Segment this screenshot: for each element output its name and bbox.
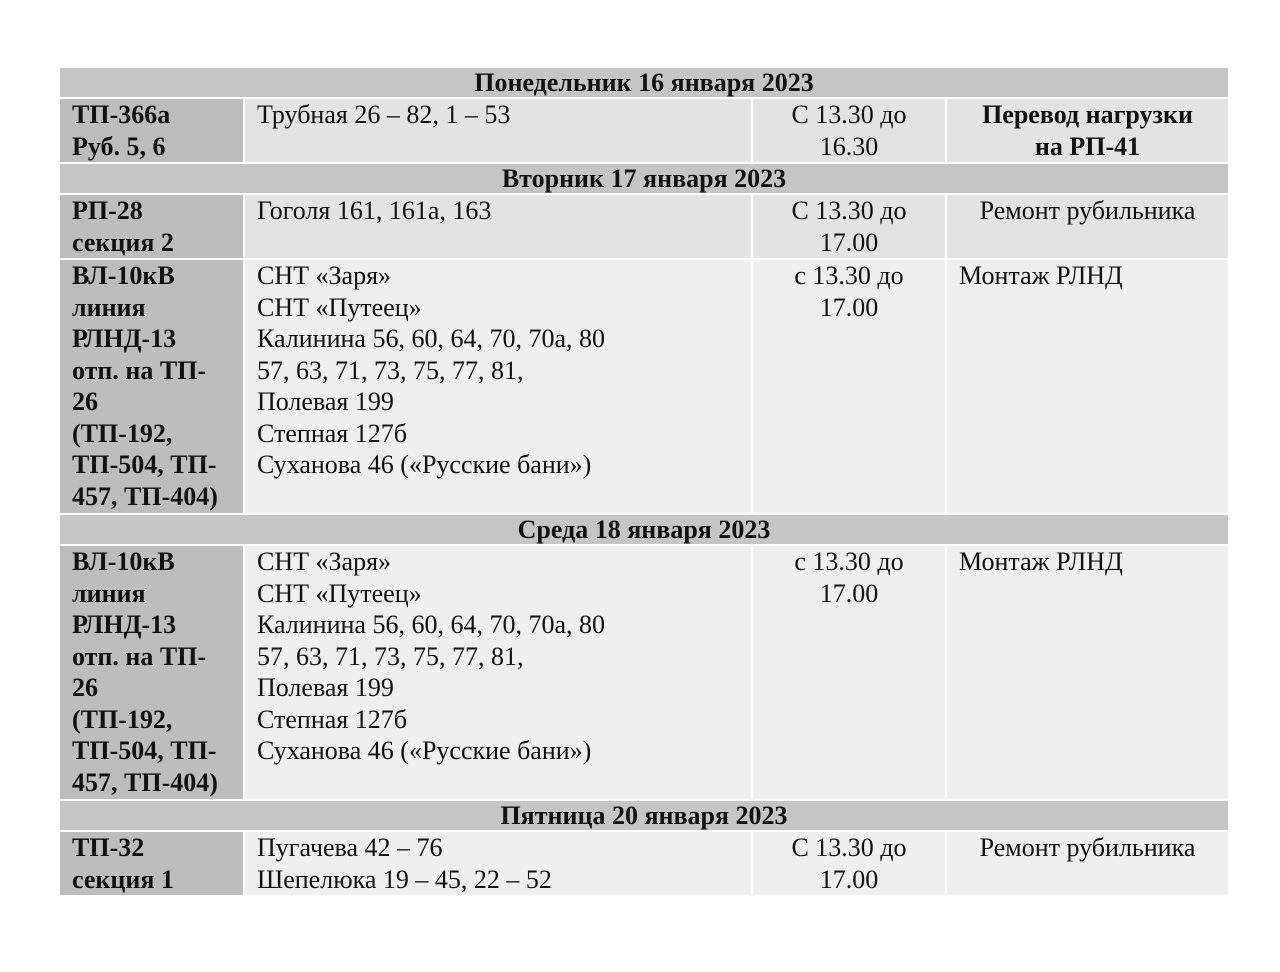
object-line: ВЛ-10кВ <box>72 261 175 290</box>
work-cell <box>946 831 1229 896</box>
object-line: отп. на ТП- <box>72 355 207 385</box>
object-line: ТП-32 <box>72 833 145 862</box>
address-line: Суханова 46 («Русские бани») <box>257 736 592 765</box>
time-cell <box>752 259 946 514</box>
address-line: Пугачева 42 – 76 <box>257 833 443 862</box>
time-line: С 13.30 до <box>791 100 907 129</box>
object-cell <box>59 194 244 259</box>
work-cell <box>946 259 1229 514</box>
outage-row <box>59 98 1229 163</box>
time-line: С 13.30 до <box>791 196 907 225</box>
day-header-row <box>59 800 1229 831</box>
outage-row <box>59 831 1229 896</box>
outage-row <box>59 194 1229 259</box>
day-header: Понедельник 16 января 2023 <box>59 67 1229 98</box>
work-line: Монтаж РЛНД <box>959 261 1123 290</box>
time-line: 16.30 <box>819 131 879 161</box>
object-line: РЛНД-13 <box>72 610 177 639</box>
object-line: ТП-366а <box>72 100 171 129</box>
time-cell <box>752 98 946 163</box>
time-line: 17.00 <box>819 578 879 608</box>
time-line: С 13.30 до <box>791 833 907 862</box>
object-cell <box>59 259 244 514</box>
object-line: (ТП-192, <box>72 704 173 734</box>
time-cell <box>752 194 946 259</box>
address-line: Калинина 56, 60, 64, 70, 70а, 80 <box>257 610 605 639</box>
object-line: ТП-504, ТП- <box>72 736 217 765</box>
address-cell <box>244 194 752 259</box>
object-line: (ТП-192, <box>72 418 173 448</box>
day-header: Среда 18 января 2023 <box>59 514 1229 545</box>
time-line: 17.00 <box>819 227 879 257</box>
address-line: СНТ «Заря» <box>257 261 392 290</box>
work-line: Монтаж РЛНД <box>959 547 1123 576</box>
object-line: РП-28 <box>72 196 143 225</box>
address-line: Калинина 56, 60, 64, 70, 70а, 80 <box>257 324 605 353</box>
work-cell <box>946 98 1229 163</box>
work-line: Перевод нагрузки <box>982 100 1193 129</box>
day-header: Вторник 17 января 2023 <box>59 163 1229 194</box>
work-line: на РП-41 <box>1034 131 1141 161</box>
time-line: 17.00 <box>819 864 879 894</box>
address-line: Шепелюка 19 – 45, 22 – 52 <box>257 864 552 894</box>
address-cell <box>244 259 752 514</box>
address-line: Степная 127б <box>257 418 407 448</box>
address-line: СНТ «Заря» <box>257 547 392 576</box>
address-line: Трубная 26 – 82, 1 – 53 <box>257 100 511 129</box>
object-line: ВЛ-10кВ <box>72 547 175 576</box>
time-cell <box>752 545 946 800</box>
address-line: Суханова 46 («Русские бани») <box>257 450 592 479</box>
object-cell <box>59 98 244 163</box>
address-line: СНТ «Путеец» <box>257 578 422 608</box>
work-line: Ремонт рубильника <box>979 833 1196 862</box>
object-line: линия <box>72 292 146 322</box>
address-line: Полевая 199 <box>257 387 394 416</box>
object-line: 457, ТП-404) <box>72 767 218 797</box>
object-line: отп. на ТП- <box>72 641 207 671</box>
object-line: 457, ТП-404) <box>72 481 218 511</box>
object-line: 26 <box>72 387 98 416</box>
day-header-row <box>59 514 1229 545</box>
outage-row <box>59 259 1229 514</box>
time-cell <box>752 831 946 896</box>
object-line: 26 <box>72 673 98 702</box>
address-line: 57, 63, 71, 73, 75, 77, 81, <box>257 641 524 671</box>
object-line: РЛНД-13 <box>72 324 177 353</box>
outage-schedule-table <box>58 66 1230 897</box>
outage-row <box>59 545 1229 800</box>
day-header-row <box>59 163 1229 194</box>
address-cell <box>244 831 752 896</box>
time-line: 17.00 <box>819 292 879 322</box>
object-line: линия <box>72 578 146 608</box>
object-cell <box>59 831 244 896</box>
object-line: секция 2 <box>72 227 174 257</box>
address-line: Полевая 199 <box>257 673 394 702</box>
time-line: с 13.30 до <box>794 261 904 290</box>
address-line: Гоголя 161, 161а, 163 <box>257 196 492 225</box>
address-cell <box>244 545 752 800</box>
day-header-row <box>59 67 1229 98</box>
address-line: 57, 63, 71, 73, 75, 77, 81, <box>257 355 524 385</box>
object-line: секция 1 <box>72 864 174 894</box>
address-line: СНТ «Путеец» <box>257 292 422 322</box>
work-cell <box>946 194 1229 259</box>
work-line: Ремонт рубильника <box>979 196 1196 225</box>
work-cell <box>946 545 1229 800</box>
address-cell <box>244 98 752 163</box>
day-header: Пятница 20 января 2023 <box>59 800 1229 831</box>
object-cell <box>59 545 244 800</box>
address-line: Степная 127б <box>257 704 407 734</box>
object-line: ТП-504, ТП- <box>72 450 217 479</box>
time-line: с 13.30 до <box>794 547 904 576</box>
object-line: Руб. 5, 6 <box>72 131 166 161</box>
